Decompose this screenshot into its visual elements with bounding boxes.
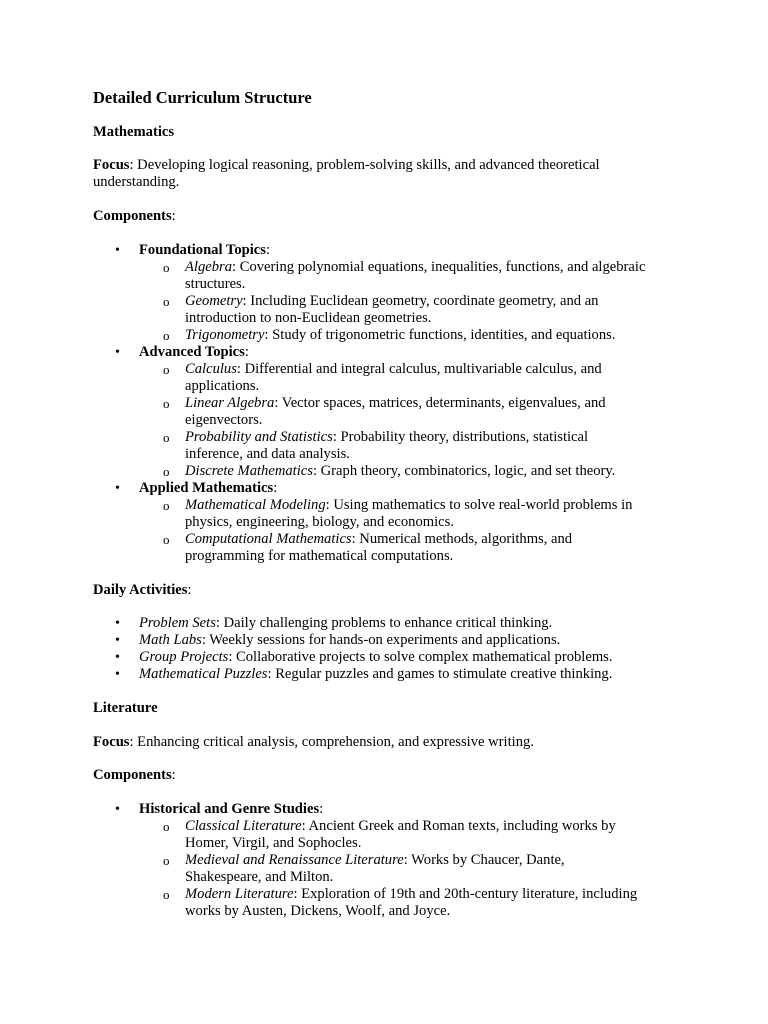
daily-label-text: Daily Activities [93, 582, 188, 598]
list-item-medieval [185, 852, 565, 869]
colon: : [244, 344, 249, 360]
list-item-discrete [185, 463, 615, 480]
sub-bullet-icon: o [163, 498, 170, 513]
list-item-algebra-cont: structures. [185, 276, 246, 292]
item-term: Mathematical Puzzles [139, 666, 268, 682]
item-term: Group Projects [139, 649, 229, 665]
list-item-trigonometry [185, 327, 615, 344]
math-focus-line-1 [93, 157, 600, 174]
item-text: : Covering polynomial equations, inequalities, functions, and algebraic [232, 259, 646, 275]
components-label-text: Components [93, 767, 172, 783]
item-text: : Numerical methods, algorithms, and [351, 531, 573, 547]
sub-bullet-icon: o [163, 887, 170, 902]
item-text: : Weekly sessions for hands-on experiments and applications. [201, 632, 561, 648]
section-heading-literature: Literature [93, 700, 158, 716]
item-term: Probability and Statistics [185, 429, 333, 445]
item-term: Discrete Mathematics [185, 463, 313, 479]
colon: : [265, 242, 271, 258]
sub-bullet-icon: o [163, 362, 170, 377]
colon: : [187, 582, 192, 598]
list-item-math-labs [139, 632, 560, 649]
item-text: : Daily challenging problems to enhance critical thinking. [215, 615, 553, 631]
item-text: : Graph theory, combinatorics, logic, and set theory. [312, 463, 616, 479]
item-text: : Differential and integral calculus, multivariable calculus, and [236, 361, 602, 377]
focus-label: Focus [93, 734, 130, 750]
item-label: Foundational Topics [139, 242, 266, 258]
list-item-puzzles [139, 666, 612, 683]
item-text: : Exploration of 19th and 20th-century literature, including [293, 886, 638, 902]
list-item-modern [185, 886, 637, 903]
lit-focus-line [93, 734, 534, 751]
sub-bullet-icon: o [163, 430, 170, 445]
item-text: : Ancient Greek and Roman texts, including works by [301, 818, 616, 834]
bullet-icon: • [115, 345, 120, 360]
item-term: Math Labs [139, 632, 202, 648]
math-focus-line-2: understanding. [93, 174, 180, 190]
list-item-classical [185, 818, 616, 835]
item-term: Modern Literature [185, 886, 294, 902]
list-item-probability-cont: inference, and data analysis. [185, 446, 350, 462]
item-term: Mathematical Modeling [185, 497, 326, 513]
list-item-calculus [185, 361, 602, 378]
bullet-icon: • [115, 481, 120, 496]
item-label: Historical and Genre Studies [139, 801, 320, 817]
focus-label: Focus [93, 157, 130, 173]
item-text: : Including Euclidean geometry, coordinate geometry, and an [242, 293, 599, 309]
sub-bullet-icon: o [163, 294, 170, 309]
item-text: : Probability theory, distributions, statistical [332, 429, 589, 445]
bullet-icon: • [115, 243, 120, 258]
sub-bullet-icon: o [163, 464, 170, 479]
colon: : [171, 208, 176, 224]
list-item-modeling-cont: physics, engineering, biology, and economics. [185, 514, 454, 530]
focus-text: : Developing logical reasoning, problem-solving skills, and advanced theoretical [129, 157, 600, 173]
list-item-calculus-cont: applications. [185, 378, 260, 394]
item-text: : Using mathematics to solve real-world problems in [325, 497, 633, 513]
list-item-foundational-topics [139, 242, 270, 259]
list-item-algebra [185, 259, 645, 276]
item-text: : Collaborative projects to solve complex mathematical problems. [228, 649, 613, 665]
components-label-text: Components [93, 208, 172, 224]
focus-text: : Enhancing critical analysis, comprehension, and expressive writing. [129, 734, 534, 750]
section-heading-mathematics: Mathematics [93, 124, 175, 140]
list-item-computational-cont: programming for mathematical computations. [185, 548, 454, 564]
list-item-problem-sets [139, 615, 552, 632]
page-title: Detailed Curriculum Structure [93, 88, 312, 107]
sub-bullet-icon: o [163, 819, 170, 834]
list-item-group-projects [139, 649, 613, 666]
item-term: Medieval and Renaissance Literature [185, 852, 404, 868]
bullet-icon: • [115, 616, 120, 631]
colon: : [273, 480, 278, 496]
item-term: Trigonometry [185, 327, 265, 343]
item-text: : Works by Chaucer, Dante, [403, 852, 565, 868]
item-term: Geometry [185, 293, 243, 309]
item-label: Advanced Topics [139, 344, 245, 360]
item-term: Classical Literature [185, 818, 302, 834]
list-item-computational [185, 531, 572, 548]
list-item-geometry-cont: introduction to non-Euclidean geometries. [185, 310, 432, 326]
item-text: : Regular puzzles and games to stimulate creative thinking. [267, 666, 613, 682]
list-item-modeling [185, 497, 632, 514]
sub-bullet-icon: o [163, 396, 170, 411]
item-text: : Study of trigonometric functions, identities, and equations. [264, 327, 616, 343]
math-components-label [93, 208, 176, 225]
list-item-geometry [185, 293, 598, 310]
bullet-icon: • [115, 633, 120, 648]
list-item-historical-genre [139, 801, 323, 818]
bullet-icon: • [115, 667, 120, 682]
list-item-modern-cont: works by Austen, Dickens, Woolf, and Joyce. [185, 903, 451, 919]
list-item-linear-algebra [185, 395, 606, 412]
sub-bullet-icon: o [163, 853, 170, 868]
list-item-medieval-cont: Shakespeare, and Milton. [185, 869, 334, 885]
list-item-applied-mathematics [139, 480, 277, 497]
colon: : [319, 801, 324, 817]
sub-bullet-icon: o [163, 328, 170, 343]
item-term: Problem Sets [139, 615, 216, 631]
item-text: : Vector spaces, matrices, determinants, eigenvalues, and [274, 395, 606, 411]
bullet-icon: • [115, 650, 120, 665]
daily-activities-label [93, 582, 192, 599]
colon: : [171, 767, 176, 783]
list-item-advanced-topics [139, 344, 249, 361]
list-item-probability [185, 429, 588, 446]
bullet-icon: • [115, 802, 120, 817]
list-item-linear-algebra-cont: eigenvectors. [185, 412, 263, 428]
lit-components-label [93, 767, 176, 784]
item-term: Algebra [185, 259, 233, 275]
sub-bullet-icon: o [163, 260, 170, 275]
sub-bullet-icon: o [163, 532, 170, 547]
list-item-classical-cont: Homer, Virgil, and Sophocles. [185, 835, 362, 851]
item-term: Computational Mathematics [185, 531, 352, 547]
item-term: Calculus [185, 361, 237, 377]
item-term: Linear Algebra [185, 395, 275, 411]
item-label: Applied Mathematics [139, 480, 274, 496]
